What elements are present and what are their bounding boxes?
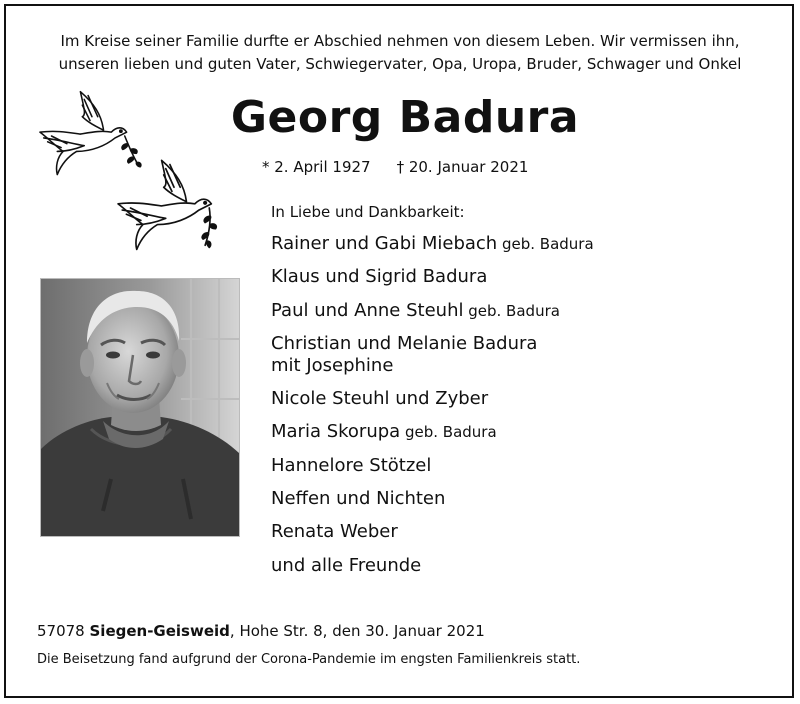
thanks-heading: In Liebe und Dankbarkeit: — [271, 203, 465, 221]
mourner-item: Paul und Anne Steuhl geb. Badura — [271, 299, 560, 321]
mourner-item: Klaus und Sigrid Badura — [271, 266, 488, 288]
mourner-item: Neffen und Nichten — [271, 488, 446, 510]
mourner-item: Rainer und Gabi Miebach geb. Badura — [271, 233, 594, 254]
intro-line-1: Im Kreise seiner Familie durfte er Abschied nehmen von diesem Leben. Wir vermissen ihn, — [60, 32, 740, 50]
life-dates — [262, 158, 528, 176]
mourner-item: Hannelore Stötzel — [271, 454, 432, 476]
mourner-item: Christian und Melanie Badura mit Josephine — [271, 332, 538, 376]
burial-note: Die Beisetzung fand aufgrund der Corona-Pandemie im engsten Familienkreis statt. — [37, 652, 581, 667]
intro-text — [0, 30, 800, 76]
birth-date: * 2. April 1927 — [262, 158, 371, 176]
death-date: † 20. Januar 2021 — [396, 158, 529, 176]
mourner-item: Nicole Steuhl und Zyber — [271, 388, 489, 410]
portrait-photo — [40, 278, 240, 537]
mourner-item: Renata Weber — [271, 521, 398, 543]
mourner-item: Maria Skorupa geb. Badura — [271, 421, 497, 443]
mourner-item: und alle Freunde — [271, 554, 422, 576]
intro-line-2: unseren lieben und guten Vater, Schwiegervater, Opa, Uropa, Bruder, Schwager und Onkel — [58, 55, 742, 73]
address-line: 57078 Siegen-Geisweid, Hohe Str. 8, den 30. Januar 2021 — [37, 622, 485, 640]
dove-icon — [116, 155, 230, 261]
deceased-name: Georg Badura — [230, 92, 580, 143]
mourner-list — [271, 233, 594, 588]
